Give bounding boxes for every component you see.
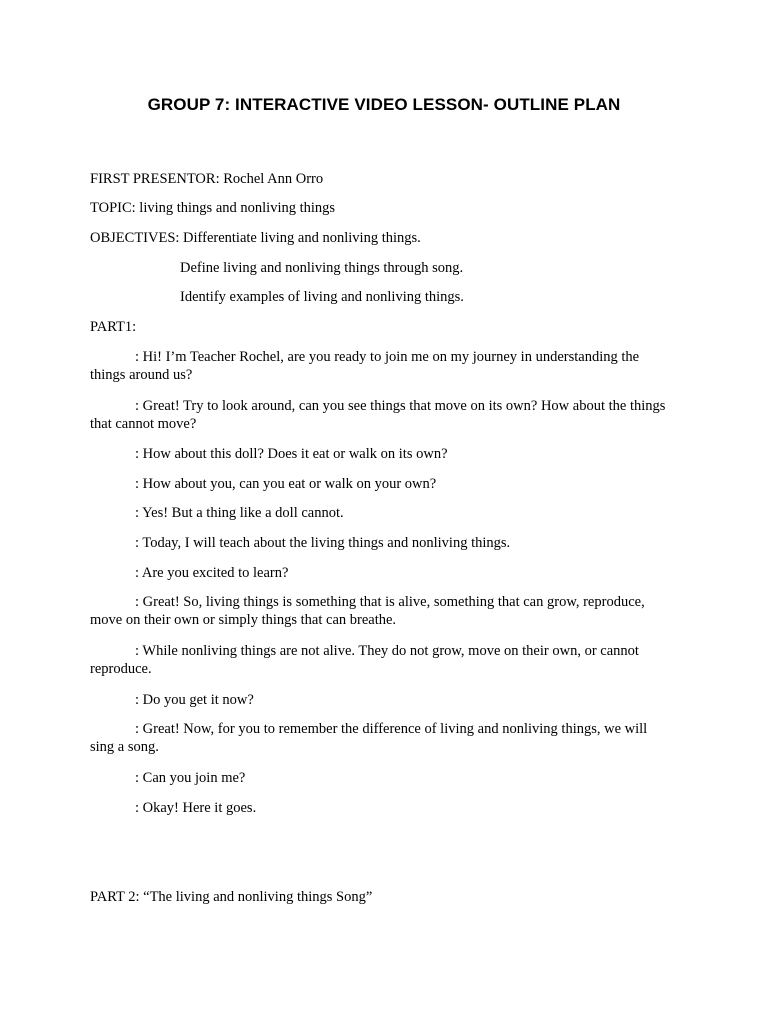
dialogue-line: : Great! So, living things is something that is alive, something that can grow, reproduce, move on their own or simply things that can breathe. [90,594,645,628]
part2-heading: PART 2: “The living and nonliving things Song” [90,889,373,905]
objective-item: Define living and nonliving things through song. [180,260,464,276]
dialogue-line: : Yes! But a thing like a doll cannot. [135,505,344,521]
dialogue-line: : Are you excited to learn? [135,565,289,581]
topic-line: TOPIC: living things and nonliving things [90,200,336,216]
dialogue-line: : Okay! Here it goes. [135,800,257,816]
dialogue-line: : Great! Try to look around, can you see things that move on its own? How about the things that cannot move? [90,398,666,432]
dialogue-line: : How about you, can you eat or walk on your own? [135,476,437,492]
part1-heading: PART1: [90,319,137,335]
dialogue-line: : While nonliving things are not alive. They do not grow, move on their own, or cannot reproduce. [90,643,639,677]
dialogue-line: : Great! Now, for you to remember the difference of living and nonliving things, we will sing a song. [90,721,648,755]
objectives-label: OBJECTIVES: Differentiate living and nonliving things. [90,230,421,246]
dialogue-line: : Do you get it now? [135,692,254,708]
objective-item: Identify examples of living and nonliving things. [180,289,464,305]
document-title: GROUP 7: INTERACTIVE VIDEO LESSON- OUTLINE PLAN [147,95,621,114]
dialogue-line: : How about this doll? Does it eat or walk on its own? [135,446,448,462]
dialogue-line: : Can you join me? [135,770,246,786]
presenter-line: FIRST PRESENTOR: Rochel Ann Orro [90,171,324,187]
dialogue-line: : Hi! I’m Teacher Rochel, are you ready to join me on my journey in understanding the things around us? [90,349,640,383]
dialogue-line: : Today, I will teach about the living things and nonliving things. [135,535,511,551]
